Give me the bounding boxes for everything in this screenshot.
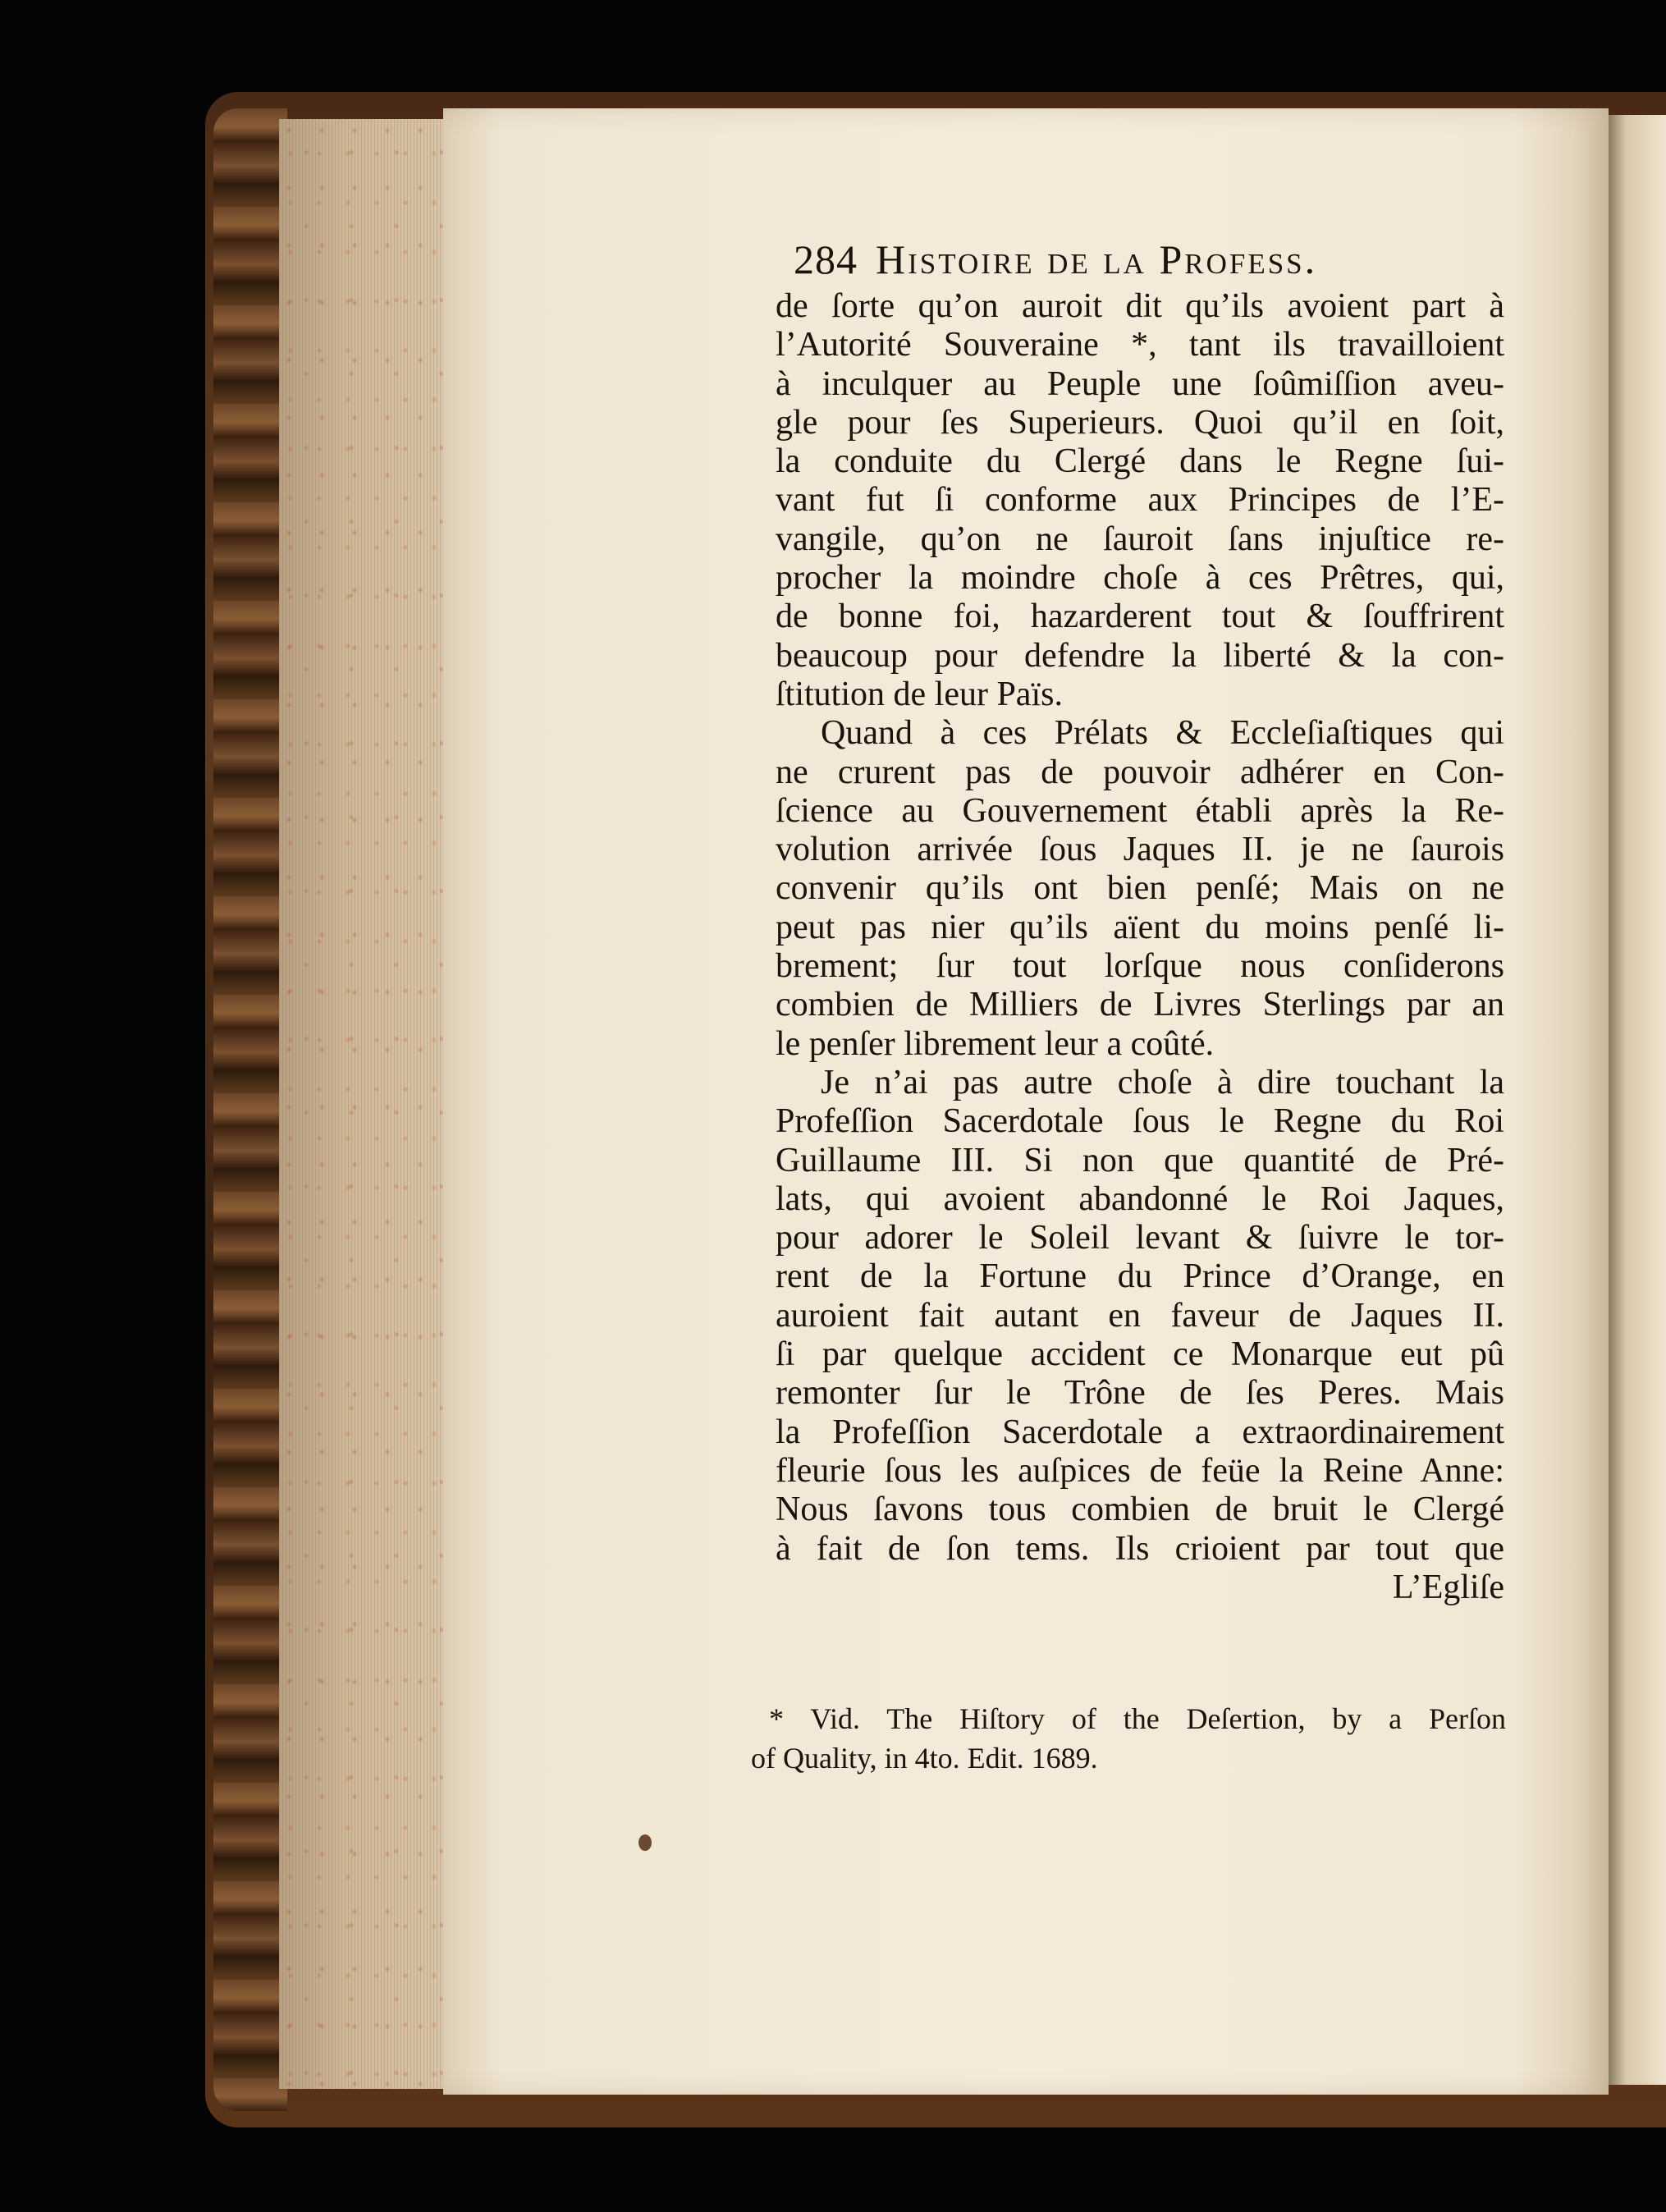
text-line: ſcience au Gouvernement établi après la Re- bbox=[776, 791, 1504, 830]
text-line: à inculquer au Peuple une ſoûmiſſion aveu- bbox=[776, 364, 1504, 403]
text-line: pour adorer le Soleil levant & ſuivre le tor- bbox=[776, 1219, 1504, 1257]
text-line: vant fut ſi conforme aux Principes de l’E- bbox=[776, 481, 1504, 520]
text-line: vangile, qu’on ne ſauroit ſans injuſtice re- bbox=[776, 520, 1504, 558]
text-line: auroient fait autant en faveur de Jaques II. bbox=[776, 1296, 1504, 1335]
running-header bbox=[794, 231, 1504, 287]
text-line: volution arrivée ſous Jaques II. je ne ſaurois bbox=[776, 831, 1504, 869]
text-line: à fait de ſon tems. Ils crioient par tout que bbox=[776, 1529, 1504, 1568]
text-line: ne crurent pas de pouvoir adhérer en Con- bbox=[776, 753, 1504, 791]
text-line: procher la moindre choſe à ces Prêtres, qui, bbox=[776, 559, 1504, 598]
text-line: lats, qui avoient abandonné le Roi Jaques, bbox=[776, 1179, 1504, 1218]
facing-page-edge bbox=[1609, 115, 1666, 2085]
footnote-line: * Vid. The Hiſtory of the Deſertion, by a Perſon bbox=[769, 1702, 1506, 1735]
text-line: fleurie ſous les auſpices de feüe la Reine Anne: bbox=[776, 1451, 1504, 1490]
text-line: la conduite du Clergé dans le Regne ſui- bbox=[776, 442, 1504, 481]
footnote-line: of Quality, in 4to. Edit. 1689. bbox=[751, 1742, 1098, 1775]
text-line: ſi par quelque accident ce Monarque eut pû bbox=[776, 1335, 1504, 1374]
text-line: combien de Milliers de Livres Sterlings par an bbox=[776, 986, 1504, 1024]
running-title: Histoire de la Profess. bbox=[876, 236, 1318, 282]
text-line: beaucoup pour defendre la liberté & la con- bbox=[776, 636, 1504, 675]
page-text bbox=[776, 231, 1504, 1607]
text-line: Profeſſion Sacerdotale ſous le Regne du Roi bbox=[776, 1102, 1504, 1141]
page-number: 284 bbox=[794, 236, 858, 282]
text-line: peut pas nier qu’ils aïent du moins penſé li- bbox=[776, 908, 1504, 946]
text-line: gle pour ſes Superieurs. Quoi qu’il en ſoit, bbox=[776, 403, 1504, 442]
text-line: Guillaume III. Si non que quantité de Pré- bbox=[776, 1141, 1504, 1179]
text-line: l’Autorité Souveraine *, tant ils travailloient bbox=[776, 326, 1504, 364]
page-edges bbox=[279, 119, 443, 2089]
text-line: convenir qu’ils ont bien penſé; Mais on ne bbox=[776, 869, 1504, 908]
text-line: le penſer librement leur a coûté. bbox=[776, 1024, 1215, 1063]
text-line: rent de la Fortune du Prince d’Orange, en bbox=[776, 1257, 1504, 1296]
text-line: de bonne foi, hazarderent tout & ſouffrirent bbox=[776, 598, 1504, 636]
text-line: Nous ſavons tous combien de bruit le Clergé bbox=[776, 1491, 1504, 1529]
text-line: Je n’ai pas autre choſe à dire touchant la bbox=[821, 1063, 1504, 1101]
catchword: L’Egliſe bbox=[1392, 1568, 1504, 1606]
footnote bbox=[751, 1699, 1506, 1778]
ink-spot bbox=[638, 1834, 652, 1851]
text-line: Quand à ces Prélats & Eccleſiaſtiques qui bbox=[821, 714, 1504, 753]
text-line: la Profeſſion Sacerdotale a extraordinairement bbox=[776, 1413, 1504, 1451]
text-line: remonter ſur le Trône de ſes Peres. Mais bbox=[776, 1374, 1504, 1413]
text-line: ſtitution de leur Païs. bbox=[776, 675, 1063, 713]
text-line: de ſorte qu’on auroit dit qu’ils avoient part à bbox=[776, 287, 1504, 325]
text-line: brement; ſur tout lorſque nous conſiderons bbox=[776, 947, 1504, 986]
